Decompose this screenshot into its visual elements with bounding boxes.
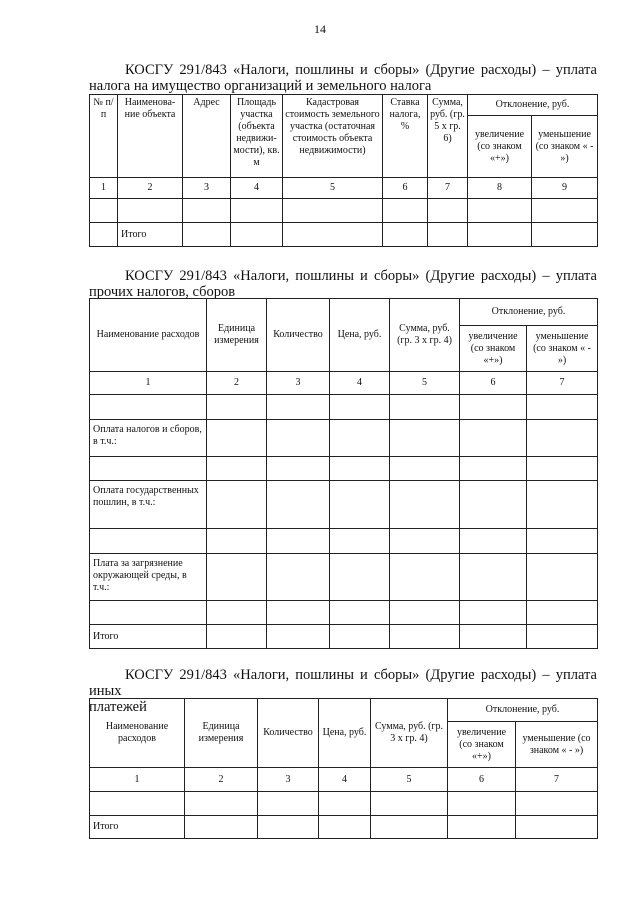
total-label: Итого [90, 816, 185, 839]
table-row [90, 481, 598, 529]
col-number: 3 [183, 178, 231, 199]
section2-heading [89, 268, 597, 300]
section1-heading [89, 62, 597, 94]
section1-heading-line2: налога на имущество организаций и земельного налога [89, 78, 432, 94]
header-quantity: Количество [267, 299, 330, 372]
property-tax-table [89, 94, 598, 247]
row-duties-label: Оплата государственных пошлин, в т.ч.: [90, 481, 207, 529]
row-taxes-label: Оплата налогов и сборов, в т.ч.: [90, 420, 207, 457]
col-number: 9 [532, 178, 598, 199]
col-number: 6 [460, 372, 527, 395]
total-row [90, 625, 598, 649]
header-sum: Сумма, руб. (гр. 5 х гр. 6) [428, 95, 468, 178]
header-area: Площадь участка (объекта недвижи-мости), кв. м [231, 95, 283, 178]
header-decrease: уменьшение (со знаком « - ») [516, 722, 598, 768]
col-number: 2 [207, 372, 267, 395]
header-quantity: Количество [258, 699, 319, 768]
header-unit: Единица измерения [207, 299, 267, 372]
col-number: 3 [267, 372, 330, 395]
col-number: 1 [90, 178, 118, 199]
header-deviation: Отклонение, руб. [468, 95, 598, 116]
total-row [90, 816, 598, 839]
header-increase: увеличение (со знаком «+») [468, 116, 532, 178]
col-number: 4 [319, 768, 371, 792]
table-row [90, 199, 598, 223]
col-number: 7 [516, 768, 598, 792]
page-number: 14 [314, 22, 326, 36]
total-row [90, 223, 598, 247]
header-price: Цена, руб. [330, 299, 390, 372]
col-number: 1 [90, 768, 185, 792]
col-number: 5 [390, 372, 460, 395]
header-object-name: Наименова-ние объекта [118, 95, 183, 178]
header-cadastral-value: Кадастровая стоимость земельного участка (остаточная стоимость объекта недвижимости) [283, 95, 383, 178]
header-address: Адрес [183, 95, 231, 178]
header-num: № п/п [90, 95, 118, 178]
row-pollution-label: Плата за загрязнение окружающей среды, в т.ч.: [90, 554, 207, 601]
header-unit: Единица измерения [185, 699, 258, 768]
section3-heading-line2: платежей [89, 699, 147, 715]
col-number: 1 [90, 372, 207, 395]
col-number: 6 [448, 768, 516, 792]
col-number: 5 [283, 178, 383, 199]
col-number: 7 [428, 178, 468, 199]
section2-heading-line1: КОСГУ 291/843 «Налоги, пошлины и сборы» (Другие расходы) – уплата [125, 268, 597, 284]
col-number: 4 [231, 178, 283, 199]
table-row [90, 554, 598, 601]
header-deviation: Отклонение, руб. [460, 299, 598, 326]
table-row [90, 529, 598, 554]
table-row [90, 792, 598, 816]
header-increase: увеличение (со знаком «+») [448, 722, 516, 768]
total-label: Итого [118, 223, 183, 247]
header-decrease: уменьшение (со знаком « - ») [527, 326, 598, 372]
table-row [90, 601, 598, 625]
header-increase: увеличение (со знаком «+») [460, 326, 527, 372]
table-row [90, 420, 598, 457]
header-expense-name: Наименование расходов [90, 699, 185, 768]
col-number: 2 [118, 178, 183, 199]
col-number: 8 [468, 178, 532, 199]
section2-heading-line2: прочих налогов, сборов [89, 284, 236, 300]
col-number: 5 [371, 768, 448, 792]
col-number: 3 [258, 768, 319, 792]
total-label: Итого [90, 625, 207, 649]
header-expense-name: Наименование расходов [90, 299, 207, 372]
col-number: 6 [383, 178, 428, 199]
header-sum: Сумма, руб. (гр. 3 х гр. 4) [371, 699, 448, 768]
header-decrease: уменьшение (со знаком « - ») [532, 116, 598, 178]
other-taxes-table [89, 298, 598, 649]
table-row [90, 457, 598, 481]
section1-heading-line1: КОСГУ 291/843 «Налоги, пошлины и сборы» (Другие расходы) – уплата [125, 62, 597, 78]
header-tax-rate: Ставка налога, % [383, 95, 428, 178]
col-number: 2 [185, 768, 258, 792]
header-deviation: Отклонение, руб. [448, 699, 598, 722]
table-row [90, 395, 598, 420]
header-price: Цена, руб. [319, 699, 371, 768]
col-number: 4 [330, 372, 390, 395]
other-payments-table [89, 698, 598, 839]
section3-heading-line1: КОСГУ 291/843 «Налоги, пошлины и сборы» (Другие расходы) – уплата иных [89, 667, 597, 699]
header-sum: Сумма, руб. (гр. 3 х гр. 4) [390, 299, 460, 372]
col-number: 7 [527, 372, 598, 395]
